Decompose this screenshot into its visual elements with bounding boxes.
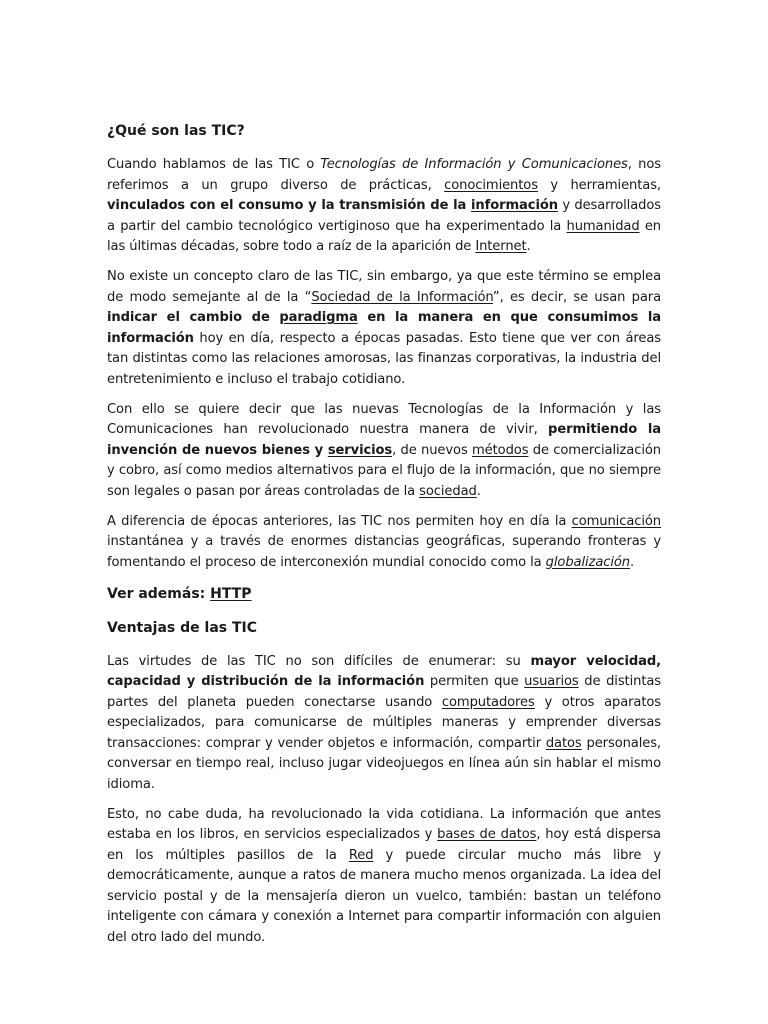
text-run: . [630,554,635,570]
text-run: de comercialización y cobro, así como medios alternativos para el flujo de la información, que no siempre son legales o pasan por áreas controladas de la [107,442,661,499]
paragraph-4 [107,512,661,574]
heading-ventajas-de-las-tic: Ventajas de las TIC [107,619,258,636]
text-run: , de nuevos [392,442,473,458]
paragraph-3 [107,400,661,503]
link-usuarios[interactable]: usuarios [524,674,579,689]
text-run: de distintas partes del planeta pueden conectarse usando [107,674,662,710]
text-run: permiten que [424,674,525,689]
link-conocimientos[interactable]: conocimientos [444,177,538,193]
text-run: , hoy está dispersa en los múltiples pasillos de la [107,827,661,863]
text-run: ”, es decir, se usan para [492,289,662,305]
text-run: y puede circular mucho más libre y democráticamente, aunque a ratos de manera mucho menos organizada. La idea del servicio postal y de la mensajería dieron un vuelco, también: bastan un teléfono inteligente con cámara y conexión a Internet para compartir información con alguien del otro lado del mundo. [107,847,661,945]
link-datos[interactable]: datos [545,735,582,751]
link-internet[interactable]: Internet [475,239,527,254]
paragraph-5 [107,652,661,796]
heading-que-son-las-tic: ¿Qué son las TIC? [107,123,245,139]
text-run: instantánea y a través de enormes distancias geográficas, superando fronteras y fomentando el proceso de interconexión mundial conocido como la [107,534,661,570]
text-run: Esto, no cabe duda, ha revolucionado la vida cotidiana. La información que antes estaba en los libros, en servicios especializados y [107,806,661,842]
text-run: permitiendo la invención de nuevos bienes y [107,422,661,458]
text-run: y herramientas, [537,177,661,193]
text-run: A diferencia de épocas anteriores, las TIC nos permiten hoy en día la [107,513,572,529]
text-run: en las últimas décadas, sobre todo a raíz de la aparición de [107,218,661,254]
text-run: . [526,239,531,254]
link-comunicación[interactable]: comunicación [571,513,661,529]
text-run: en la manera en que consumimos la información [107,310,661,346]
link-métodos[interactable]: métodos [472,442,529,458]
text-run: Las virtudes de las TIC no son difíciles de enumerar: su [107,653,531,669]
text-run: , nos referimos a un grupo diverso de prácticas, [107,157,661,193]
text-run: indicar el cambio de [107,310,280,325]
text-run: . [476,483,481,499]
text-run: No existe un concepto claro de las TIC, sin embargo, ya que este término se emplea de modo semejante al de la “ [107,269,661,305]
paragraph-6 [107,805,661,949]
text-run: Con ello se quiere decir que las nuevas Tecnologías de la Información y las Comunicaciones han revolucionado nuestra manera de vivir, [107,401,661,437]
link-globalización[interactable]: globalización [545,554,630,570]
link-sociedad[interactable]: sociedad [419,483,477,499]
ver-ademas-line [107,583,661,605]
paragraph-1 [107,155,661,258]
text-run: hoy en día, respecto a épocas pasadas. Esto tiene que ver con áreas tan distintas como las relaciones amorosas, las finanzas corporativas, la industria del entretenimiento e incluso el trabajo cotidiano. [107,330,661,387]
link-sociedad-de-la-información[interactable]: Sociedad de la Información [311,289,493,305]
text-run: Tecnologías de Información y Comunicaciones [320,157,628,172]
link-bases-de-datos[interactable]: bases de datos [437,827,537,842]
link-humanidad[interactable]: humanidad [566,218,640,234]
http-link[interactable]: HTTP [210,585,252,602]
link-computadores[interactable]: computadores [441,694,535,710]
text-run: mayor velocidad, capacidad y distribución de la información [107,653,661,689]
ver-ademas-label: Ver además: [107,585,211,602]
link-paradigma[interactable]: paradigma [279,310,358,325]
link-red[interactable]: Red [348,847,374,863]
text-run: y desarrollados a partir del cambio tecnológico vertiginoso que ha experimentado la [107,198,661,234]
text-run: Cuando hablamos de las TIC o [107,157,321,172]
link-servicios[interactable]: servicios [327,442,393,458]
paragraph-2 [107,267,661,390]
text-run: personales, conversar en tiempo real, incluso jugar videojuegos en línea aún sin hablar el mismo idioma. [107,735,661,792]
link-información[interactable]: información [471,198,558,213]
text-run: vinculados con el consumo y la transmisión de la [107,198,472,213]
text-run: y otros aparatos especializados, para comunicarse de múltiples maneras y emprender diversas transacciones: comprar y vender objetos e información, compartir [107,694,662,751]
